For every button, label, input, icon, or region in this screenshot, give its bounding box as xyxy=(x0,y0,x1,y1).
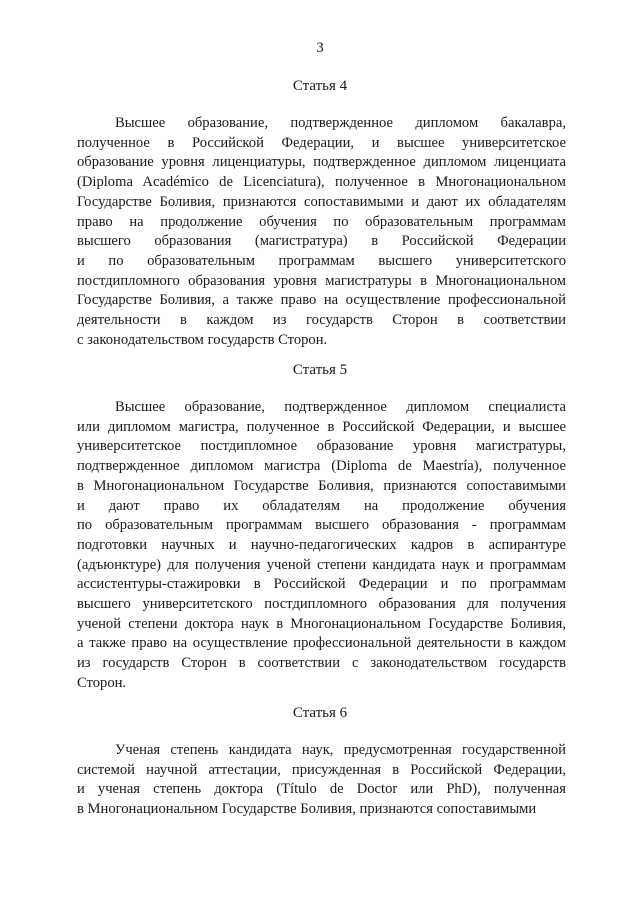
text-line: Сторон. xyxy=(77,674,127,691)
text-line: университетское постдипломное образование уровня магистратуры, xyxy=(77,438,566,455)
text-line: образование уровня лиценциатуры, подтвержденное дипломом лиценциата xyxy=(77,154,566,171)
text-line: в Многонациональном Государстве Боливия, признаются сопоставимыми xyxy=(77,801,537,818)
text-line: (Diploma Académico de Licenciatura), полученное в Многонациональном xyxy=(77,174,566,191)
text-line: постдипломного образования уровня магистратуры в Многонациональном xyxy=(77,272,566,289)
text-line: и дают право их обладателям на продолжение обучения xyxy=(77,497,566,514)
text-line: из государств Сторон в соответствии с законодательством государств xyxy=(77,655,566,672)
article-5-heading: Статья 5 xyxy=(292,362,348,378)
text-line: в Многонациональном Государстве Боливия, признаются сопоставимыми xyxy=(77,477,566,494)
text-line: и ученая степень доктора (Título de Doctor или PhD), полученная xyxy=(77,781,566,798)
text-line: (адъюнктуре) для получения ученой степени кандидата наук и программам xyxy=(77,556,566,573)
text-line: Высшее образование, подтвержденное дипломом бакалавра, xyxy=(115,115,566,131)
text-line: ассистентуры-стажировки в Российской Федерации и по программам xyxy=(77,576,566,593)
text-line: с законодательством государств Сторон. xyxy=(77,331,328,348)
page-number: 3 xyxy=(316,40,324,56)
text-line: Высшее образование, подтвержденное дипломом специалиста xyxy=(115,399,566,415)
text-line: или дипломом магистра, полученное в Российской Федерации, и высшее xyxy=(77,418,566,435)
text-line: высшего образования (магистратура) в Российской Федерации xyxy=(77,233,566,250)
text-line: и по образовательным программам высшего университетского xyxy=(77,252,566,269)
text-line: системой научной аттестации, присужденная в Российской Федерации, xyxy=(77,761,566,778)
article-4-text xyxy=(77,114,566,350)
text-line: подготовки научных и научно-педагогических кадров в аспирантуре xyxy=(77,536,566,553)
article-5-text xyxy=(77,398,566,694)
article-6-heading: Статья 6 xyxy=(292,705,348,721)
text-line: полученное в Российской Федерации, и высшее университетское xyxy=(77,134,566,151)
article-6-text xyxy=(77,741,566,820)
text-line: а также право на осуществление профессиональной деятельности в каждом xyxy=(77,635,566,652)
text-line: подтвержденное дипломом магистра (Diploma de Maestría), полученное xyxy=(77,458,566,475)
text-line: Государстве Боливия, признаются сопоставимыми и дают их обладателям xyxy=(77,193,566,210)
text-line: Государстве Боливия, а также право на осуществление профессиональной xyxy=(77,292,566,309)
text-line: деятельности в каждом из государств Сторон в соответствии xyxy=(77,312,566,329)
text-line: по образовательным программам высшего образования - программам xyxy=(77,517,566,534)
text-line: Ученая степень кандидата наук, предусмотренная государственной xyxy=(115,742,566,758)
text-line: право на продолжение обучения по образовательным программам xyxy=(77,213,566,230)
text-line: ученой степени доктора наук в Многонациональном Государстве Боливия, xyxy=(77,615,566,632)
article-4-heading: Статья 4 xyxy=(292,78,348,94)
text-line: высшего университетского постдипломного образования для получения xyxy=(77,596,566,613)
